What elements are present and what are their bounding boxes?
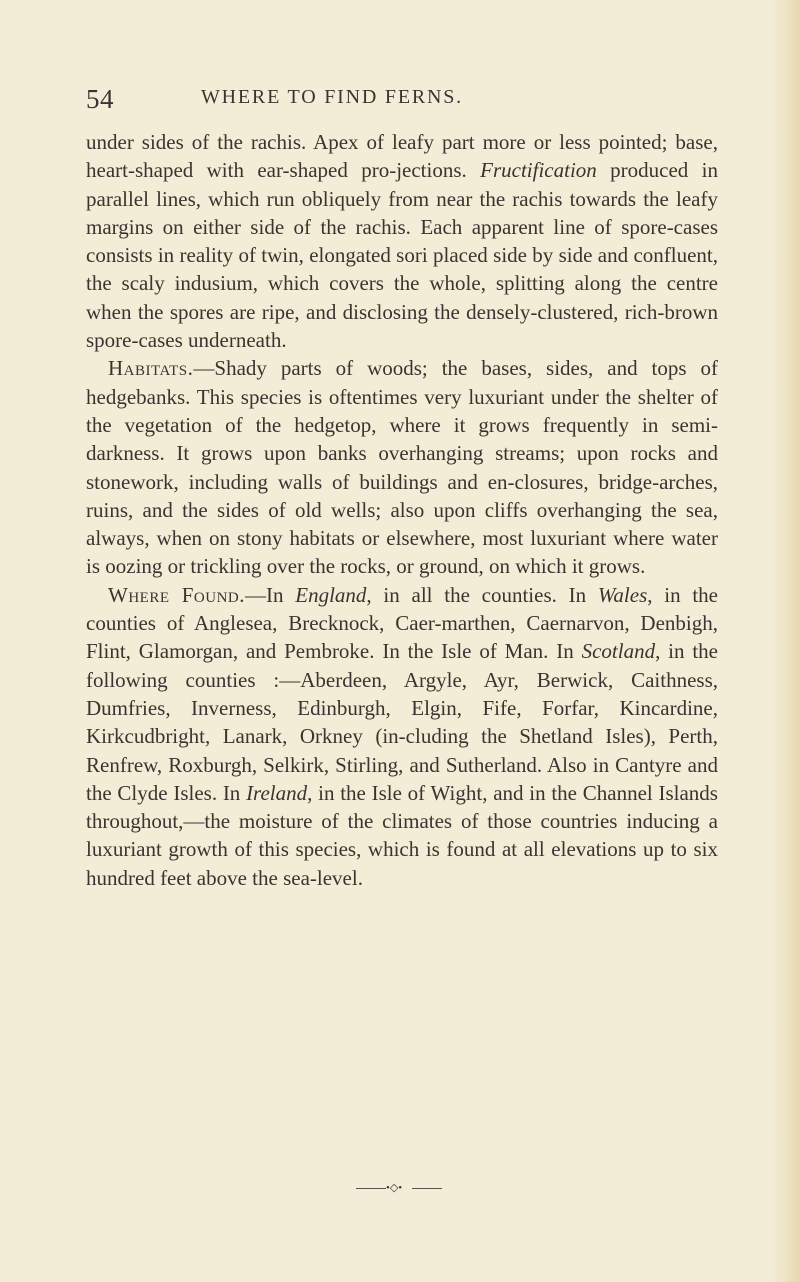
paragraph-where-found: Where Found.—In England, in all the counties. In Wales, in the counties of Anglesea, Brecknock, Caer-marthen, Caernarvon, Denbigh, Flint, Glamorgan, and Pembroke. In the Isle of Man. In Scotland, in the following counties :—Aberdeen, Argyle, Ayr, Berwick, Caithness, Dumfries, Inverness, Edinburgh, Elgin, Fife, Forfar, Kincardine, Kirkcudbright, Lanark, Orkney (in-cluding the Shetland Isles), Perth, Renfrew, Roxburgh, Selkirk, Stirling, and Sutherland. Also in Cantyre and the Clyde Isles. In Ireland, in the Isle of Wight, and in the Channel Islands throughout,—the moisture of the climates of those countries inducing a luxuriant growth of this species, which is found at all elevations up to six hundred feet above the sea-level. — [86, 582, 718, 890]
england-term: England — [295, 582, 367, 607]
where-found-heading: Where Found. — [108, 582, 245, 607]
page-body — [86, 128, 718, 892]
page-number: 54 — [86, 84, 114, 114]
running-head: WHERE TO FIND FERNS. — [201, 86, 463, 108]
page-header — [86, 80, 726, 120]
end-ornament — [0, 1183, 800, 1193]
ireland-term: Ireland — [246, 780, 308, 805]
habitats-heading: Habitats. — [108, 356, 194, 381]
wales-term: Wales — [597, 582, 648, 607]
paragraph-habitats: Habitats.—Shady parts of woods; the bases, sides, and tops of hedgebanks. This species is oftentimes very luxuriant under the shelter of the vegetation of the hedgetop, where it grows frequently in semi-darkness. It grows upon banks overhanging streams; upon rocks and stonework, including walls of buildings and en-closures, bridge-arches, ruins, and the sides of old wells; also upon cliffs overhanging the sea, always, when on stony habitats or elsewhere, most luxuriant where water is oozing or trickling over the rocks, or ground, on which it grows. — [86, 356, 718, 579]
paragraph-fructification: under sides of the rachis. Apex of leafy part more or less pointed; base, heart-shaped with ear-shaped pro-jections. Fructification produced in parallel lines, which run obliquely from near the rachis towards the leafy margins on either side of the rachis. Each apparent line of spore-cases consists in reality of twin, elongated sori placed side by side and confluent, the scaly indusium, which covers the whole, splitting along the centre when the spores are ripe, and disclosing the densely-clustered, rich-brown spore-cases underneath. — [86, 130, 718, 353]
page-edge-shadow — [770, 0, 800, 1282]
scotland-term: Scotland — [581, 639, 656, 664]
ornament-rule-left — [356, 1188, 386, 1189]
ornament-glyph: •◇• — [386, 1182, 403, 1194]
fructification-term: Fructification — [480, 158, 597, 183]
ornament-rule-right — [412, 1188, 442, 1189]
